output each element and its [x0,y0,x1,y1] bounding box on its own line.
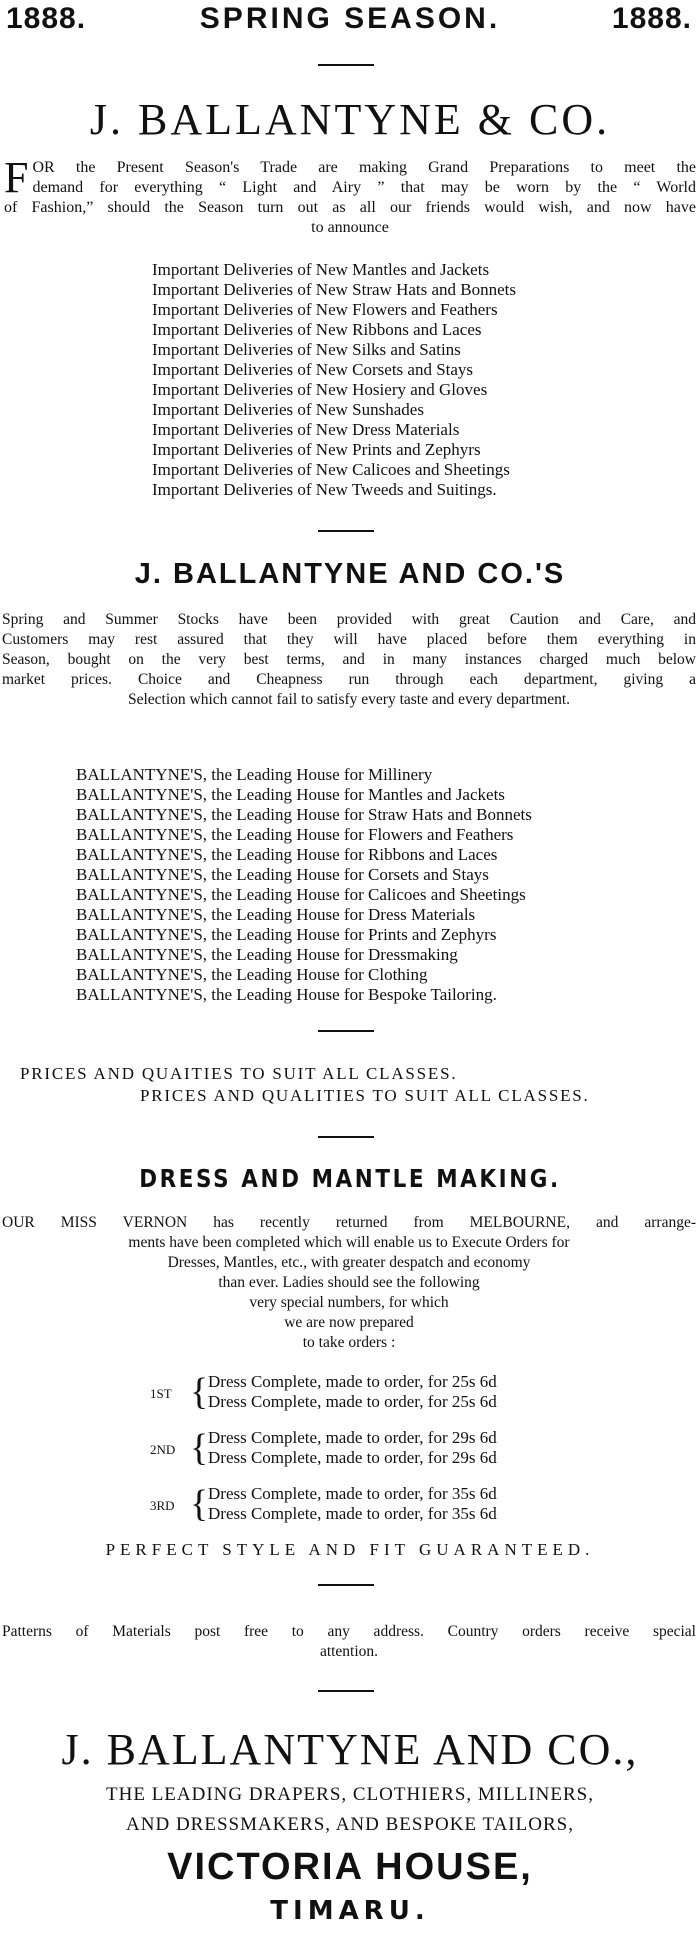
leading-house-item: BALLANTYNE'S, the Leading House for Millinery [76,765,433,784]
order-line: Dress Complete, made to order, for 25s 6d [208,1392,497,1411]
divider [318,1030,374,1032]
intro-line: of Fashion,” should the Season turn out as all our friends would wish, and now have [4,199,696,216]
order-line: Dress Complete, made to order, for 35s 6d [208,1484,497,1503]
leading-house-item: BALLANTYNE'S, the Leading House for Dress Materials [76,905,476,924]
header-year-left: 1888. [6,2,87,35]
vernon-line: Dresses, Mantles, etc., with greater despatch and economy [167,1254,531,1271]
order-line: Dress Complete, made to order, for 25s 6d [208,1372,497,1391]
leading-house-item: BALLANTYNE'S, the Leading House for Flowers and Feathers [76,825,514,844]
prices-line: PRICES AND QUALITIES TO SUIT ALL CLASSES. [140,1086,590,1105]
delivery-item: Important Deliveries of New Silks and Satins [152,340,461,359]
leading-house-item: BALLANTYNE'S, the Leading House for Calicoes and Sheetings [76,885,526,904]
vernon-line: very special numbers, for which [249,1294,449,1311]
divider [318,1136,374,1138]
guarantee-line: PERFECT STYLE AND FIT GUARANTEED. [105,1540,595,1559]
header-year-right: 1888. [611,2,692,35]
order-brace: { [190,1427,209,1469]
delivery-item: Important Deliveries of New Dress Materials [152,420,460,439]
footer-house: VICTORIA HOUSE, [167,1846,533,1888]
intro-line: to announce [311,219,389,236]
vernon-line: OUR MISS VERNON has recently returned from MELBOURNE, and arrange- [2,1214,696,1231]
stocks-line: Customers may rest assured that they will have placed before them everything in [2,631,696,648]
intro-line: demand for everything “ Light and Airy ” that may be worn by the “ World [32,179,696,196]
footer-town: TIMARU. [270,1896,430,1926]
delivery-item: Important Deliveries of New Sunshades [152,400,424,419]
vernon-line: ments have been completed which will enable us to Execute Orders for [128,1234,570,1251]
stocks-paragraph [2,610,696,710]
stocks-line: market prices. Choice and Cheapness run through each department, giving a [2,671,696,688]
company-heading: J. BALLANTYNE & CO. [89,95,611,144]
vernon-line: to take orders : [302,1334,396,1351]
leading-house-item: BALLANTYNE'S, the Leading House for Prints and Zephyrs [76,925,497,944]
vernon-line: we are now prepared [284,1314,414,1331]
divider [318,1690,374,1692]
delivery-item: Important Deliveries of New Calicoes and Sheetings [152,460,510,479]
delivery-item: Important Deliveries of New Ribbons and Laces [152,320,482,339]
second-heading: J. BALLANTYNE AND CO.'S [134,558,566,590]
drop-cap: F [4,153,29,202]
order-brace: { [190,1371,209,1413]
order-label: 1ST [150,1386,172,1401]
leading-house-item: BALLANTYNE'S, the Leading House for Bespoke Tailoring. [76,985,497,1004]
patterns-paragraph [2,1622,696,1662]
vernon-paragraph [2,1213,696,1353]
stocks-line: Season, bought on the very best terms, and in many instances charged much below [2,651,696,668]
footer-company: J. BALLANTYNE AND CO., [61,1725,639,1774]
patterns-line: attention. [319,1643,379,1660]
leading-house-item: BALLANTYNE'S, the Leading House for Dressmaking [76,945,458,964]
leading-house-item: BALLANTYNE'S, the Leading House for Clothing [76,965,428,984]
divider [318,530,374,532]
delivery-item: Important Deliveries of New Prints and Zephyrs [152,440,481,459]
delivery-item: Important Deliveries of New Tweeds and Suitings. [152,480,497,499]
stocks-line: Spring and Summer Stocks have been provided with great Caution and Care, and [2,611,696,628]
delivery-item: Important Deliveries of New Mantles and Jackets [152,260,490,279]
order-label: 3RD [150,1498,175,1513]
vernon-line: than ever. Ladies should see the following [218,1274,480,1291]
order-line: Dress Complete, made to order, for 35s 6d [208,1504,497,1523]
delivery-item: Important Deliveries of New Hosiery and Gloves [152,380,488,399]
leading-house-item: BALLANTYNE'S, the Leading House for Straw Hats and Bonnets [76,805,532,824]
stocks-line: Selection which cannot fail to satisfy every taste and every department. [127,691,571,708]
footer-tagline: THE LEADING DRAPERS, CLOTHIERS, MILLINERS, [106,1784,594,1805]
footer-tagline: AND DRESSMAKERS, AND BESPOKE TAILORS, [126,1814,574,1835]
patterns-line: Patterns of Materials post free to any address. Country orders receive special [2,1623,696,1640]
leading-house-item: BALLANTYNE'S, the Leading House for Corsets and Stays [76,865,489,884]
delivery-item: Important Deliveries of New Flowers and Feathers [152,300,498,319]
order-brace: { [190,1483,209,1525]
prices-line: PRICES AND QUAITIES TO SUIT ALL CLASSES. [20,1064,458,1083]
divider [318,64,374,66]
order-label: 2ND [150,1442,176,1457]
leading-house-item: BALLANTYNE'S, the Leading House for Mantles and Jackets [76,785,505,804]
delivery-item: Important Deliveries of New Straw Hats and Bonnets [152,280,516,299]
order-line: Dress Complete, made to order, for 29s 6d [208,1448,497,1467]
leading-house-item: BALLANTYNE'S, the Leading House for Ribbons and Laces [76,845,498,864]
dress-heading: DRESS AND MANTLE MAKING. [139,1164,561,1193]
order-line: Dress Complete, made to order, for 29s 6d [208,1428,497,1447]
divider [318,1584,374,1586]
delivery-item: Important Deliveries of New Corsets and Stays [152,360,474,379]
intro-line: OR the Present Season's Trade are making Grand Preparations to meet the [32,159,696,176]
intro-paragraph [4,153,696,238]
header-title: SPRING SEASON. [199,2,501,35]
